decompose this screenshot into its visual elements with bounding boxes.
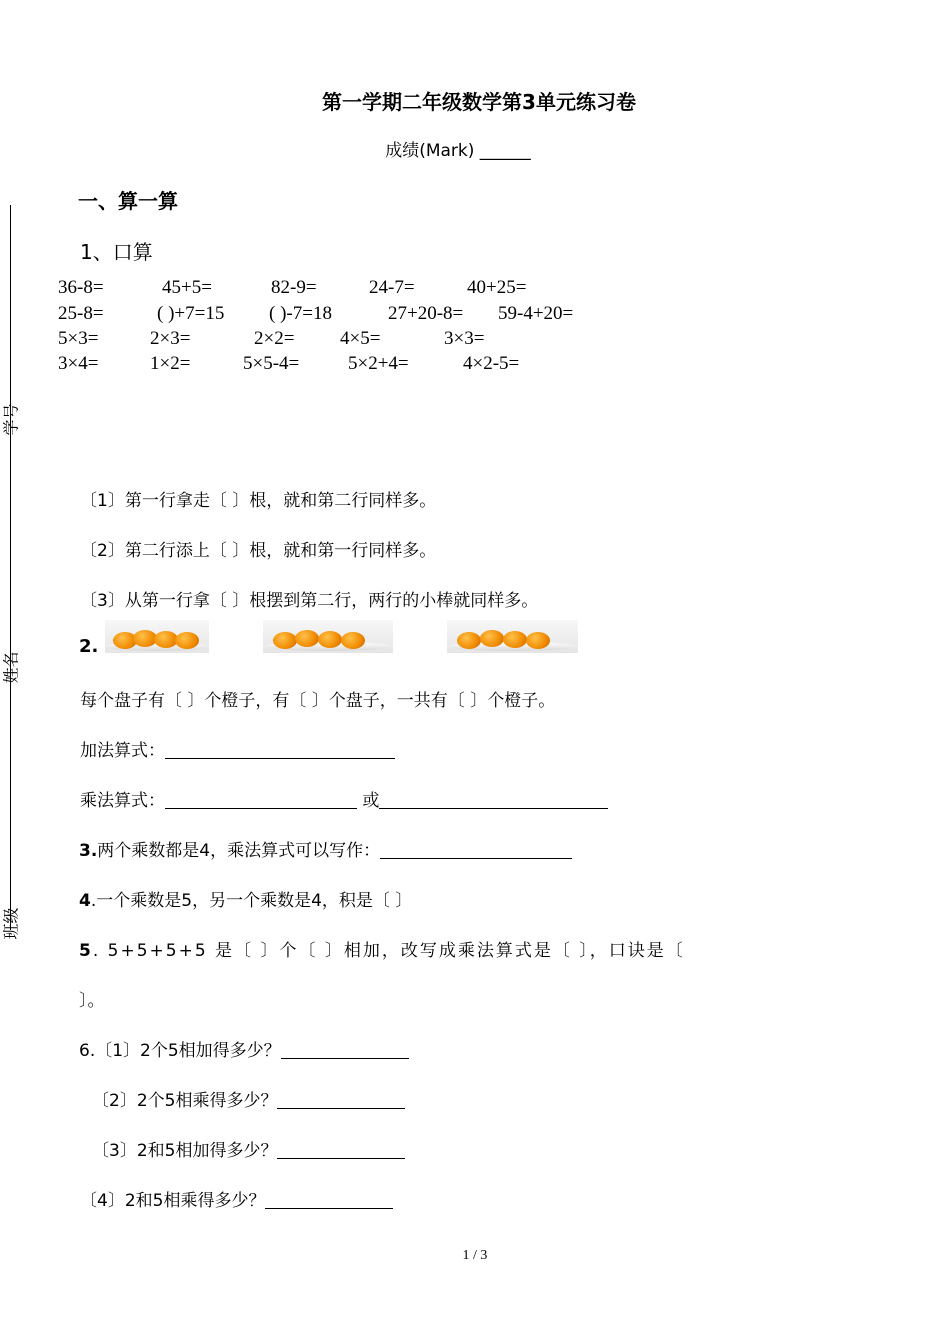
addition-formula-line [80, 736, 395, 761]
question-6-1 [79, 1036, 409, 1061]
oral-item: 24-7= [369, 277, 415, 298]
oral-item: 3×4= [58, 353, 99, 374]
answer-blank[interactable] [277, 1140, 405, 1159]
sticks-question-1: 〔1〕第一行拿走〔 〕根，就和第二行同样多。 [80, 491, 437, 511]
oral-item: 4×2-5= [463, 353, 520, 374]
question-5-continued: 〕。 [79, 991, 105, 1011]
oral-item: 36-8= [58, 277, 104, 298]
oral-item: 3×3= [444, 328, 485, 349]
question-6-4 [80, 1186, 393, 1211]
question-text: 〔4〕2和5相乘得多少？ [80, 1191, 266, 1211]
question-text: . 5+5+5+5 是〔 〕个〔 〕相加，改写成乘法算式是〔 〕，口诀是〔 [92, 941, 685, 961]
answer-blank[interactable] [379, 790, 608, 809]
subsection-heading: 1、口算 [80, 240, 153, 264]
answer-blank[interactable] [281, 1040, 409, 1059]
question-text: 〔2〕2个5相乘得多少？ [92, 1091, 278, 1111]
oral-item: ( )-7=18 [269, 303, 332, 324]
oral-item: 2×2= [254, 328, 295, 349]
question-text: .一个乘数是5，另一个乘数是4，积是〔 〕 [90, 891, 413, 911]
sticks-question-3: 〔3〕从第一行拿〔 〕根摆到第二行，两行的小棒就同样多。 [80, 591, 539, 611]
question-text: 两个乘数都是4，乘法算式可以写作： [97, 841, 381, 861]
oral-item: 1×2= [150, 353, 191, 374]
question-6-3 [92, 1136, 405, 1161]
question-text: 〔3〕2和5相加得多少？ [92, 1141, 278, 1161]
oral-item: 5×3= [58, 328, 99, 349]
answer-blank[interactable] [165, 790, 357, 809]
oral-item: 59-4+20= [498, 303, 574, 324]
name-label: 姓名 [1, 651, 21, 684]
section-heading: 一、算一算 [78, 189, 178, 213]
question-6-2 [92, 1086, 405, 1111]
answer-blank[interactable] [165, 740, 395, 759]
oral-item: 27+20-8= [388, 303, 464, 324]
multiplication-formula-line [80, 786, 608, 811]
oral-item: 45+5= [162, 277, 212, 298]
question-4 [79, 886, 412, 911]
answer-blank[interactable] [380, 840, 572, 859]
grade-label: 成绩(Mark) ______ [385, 141, 531, 161]
sticks-question-2: 〔2〕第二行添上〔 〕根，就和第一行同样多。 [80, 541, 437, 561]
oral-item: 82-9= [271, 277, 317, 298]
question-3 [79, 836, 572, 861]
page-title: 第一学期二年级数学第3单元练习卷 [322, 90, 636, 114]
question-number: 3. [79, 841, 98, 861]
or-word: 或 [362, 791, 380, 811]
oral-item: 5×2+4= [348, 353, 409, 374]
page-number: 1 / 3 [462, 1248, 488, 1263]
orange-plate-image [105, 620, 209, 653]
oral-item: 25-8= [58, 303, 104, 324]
question-number: 5 [79, 941, 93, 961]
oral-item: 5×5-4= [243, 353, 300, 374]
oral-item: 4×5= [340, 328, 381, 349]
multiplication-label: 乘法算式： [80, 791, 165, 811]
answer-blank[interactable] [277, 1090, 405, 1109]
answer-blank[interactable] [265, 1190, 393, 1209]
oral-item: 40+25= [467, 277, 527, 298]
orange-plate-image [263, 620, 393, 653]
orange-plate-image [447, 620, 578, 653]
oral-item: 2×3= [150, 328, 191, 349]
orange-question: 每个盘子有〔 〕个橙子，有〔 〕个盘子，一共有〔 〕个橙子。 [80, 691, 556, 711]
class-label: 班级 [1, 907, 21, 940]
question-5 [79, 936, 685, 961]
binding-line [10, 205, 11, 930]
question-text: 6.〔1〕2个5相加得多少？ [79, 1041, 281, 1061]
oral-item: ( )+7=15 [157, 303, 225, 324]
student-number-label: 学号 [1, 403, 21, 436]
question-number: 2. [79, 636, 99, 657]
addition-label: 加法算式： [80, 741, 165, 761]
question-number: 4 [79, 891, 91, 911]
